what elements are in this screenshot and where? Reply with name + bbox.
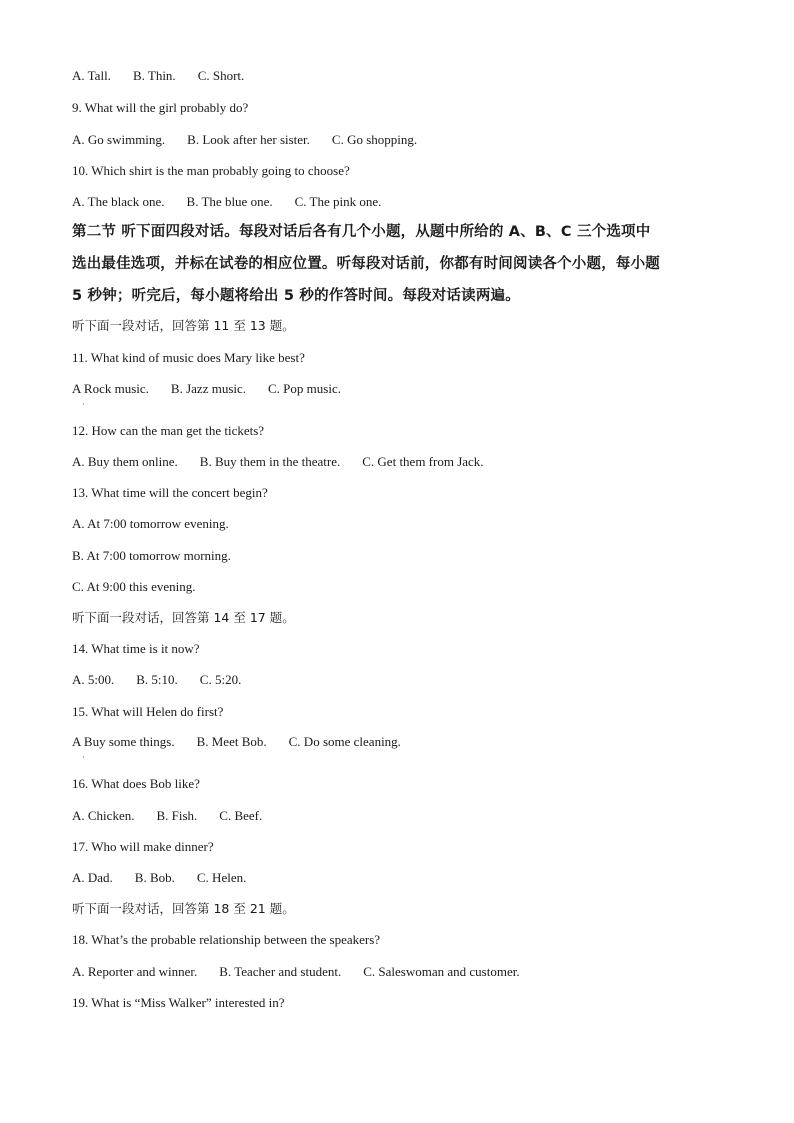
q8-option-c: C. Short. [197,68,245,83]
q16-question: 16. What does Bob like? [72,776,200,791]
q15-option-a: A Buy some things. [72,734,175,749]
q9-options [72,132,417,148]
q9-option-c: C. Go shopping. [331,132,418,147]
q11-question: 11. What kind of music does Mary like best? [72,350,305,365]
q10-option-a: A. The black one. [72,194,165,209]
q13-question: 13. What time will the concert begin? [72,485,268,500]
instruction-14-17: 听下面一段对话，回答第 14 至 17 题。 [72,610,295,625]
q15-question: 15. What will Helen do first? [72,704,224,719]
q8-options [72,68,244,84]
q10-question: 10. Which shirt is the man probably going to choose? [72,163,350,178]
q11-option-c: C. Pop music. [268,381,341,396]
q18-question: 18. What’s the probable relationship between the speakers? [72,932,381,947]
q17-option-a: A. Dad. [72,870,113,885]
q11-options [72,381,341,397]
q12-question: 12. How can the man get the tickets? [72,423,265,438]
q18-options [72,964,520,980]
q12-option-b: B. Buy them in the theatre. [199,454,341,469]
q9-option-b: B. Look after her sister. [187,132,310,147]
q8-option-b: B. Thin. [132,68,176,83]
q16-option-c: C. Beef. [219,808,263,823]
q8-option-a: A. Tall. [72,68,111,83]
q14-option-a: A. 5:00. [72,672,115,687]
q19-question: 19. What is “Miss Walker” interested in? [72,995,285,1010]
q15-options [72,734,401,750]
q18-option-b: B. Teacher and student. [219,964,342,979]
q18-option-c: C. Saleswoman and customer. [363,964,520,979]
q10-options [72,194,381,210]
q13-option-b: B. At 7:00 tomorrow morning. [72,548,231,563]
q9-option-a: A. Go swimming. [72,132,166,147]
q15-option-c: C. Do some cleaning. [288,734,401,749]
section2-line3: 5 秒钟；听完后，每小题将给出 5 秒的作答时间。每段对话读两遍。 [72,288,520,304]
section2-line2: 选出最佳选项，并标在试卷的相应位置。听每段对话前，你都有时间阅读各个小题，每小题 [72,256,660,272]
q10-option-b: B. The blue one. [186,194,273,209]
q13-option-a: A. At 7:00 tomorrow evening. [72,516,229,531]
q13-option-c: C. At 9:00 this evening. [72,579,196,594]
q17-options [72,870,246,886]
q12-options [72,454,484,470]
q9-question: 9. What will the girl probably do? [72,100,249,115]
q17-question: 17. Who will make dinner? [72,839,214,854]
q11-option-b: B. Jazz music. [170,381,247,396]
q14-option-c: C. 5:20. [199,672,242,687]
q16-option-b: B. Fish. [156,808,198,823]
q12-option-c: C. Get them from Jack. [362,454,484,469]
q18-option-a: A. Reporter and winner. [72,964,198,979]
section2-line1: 第二节 听下面四段对话。每段对话后各有几个小题，从题中所给的 A、B、C 三个选项中 [72,224,651,240]
q17-option-c: C. Helen. [196,870,247,885]
q10-option-c: C. The pink one. [294,194,382,209]
q14-question: 14. What time is it now? [72,641,200,656]
q11-option-a: A Rock music. [72,381,149,396]
q14-option-b: B. 5:10. [136,672,178,687]
stray-dot: · [82,399,85,409]
stray-dot: · [82,752,85,762]
q16-options [72,808,262,824]
q12-option-a: A. Buy them online. [72,454,178,469]
instruction-18-21: 听下面一段对话，回答第 18 至 21 题。 [72,901,295,916]
q14-options [72,672,241,688]
q16-option-a: A. Chicken. [72,808,135,823]
q17-option-b: B. Bob. [134,870,175,885]
q15-option-b: B. Meet Bob. [196,734,267,749]
instruction-11-13: 听下面一段对话，回答第 11 至 13 题。 [72,318,295,333]
